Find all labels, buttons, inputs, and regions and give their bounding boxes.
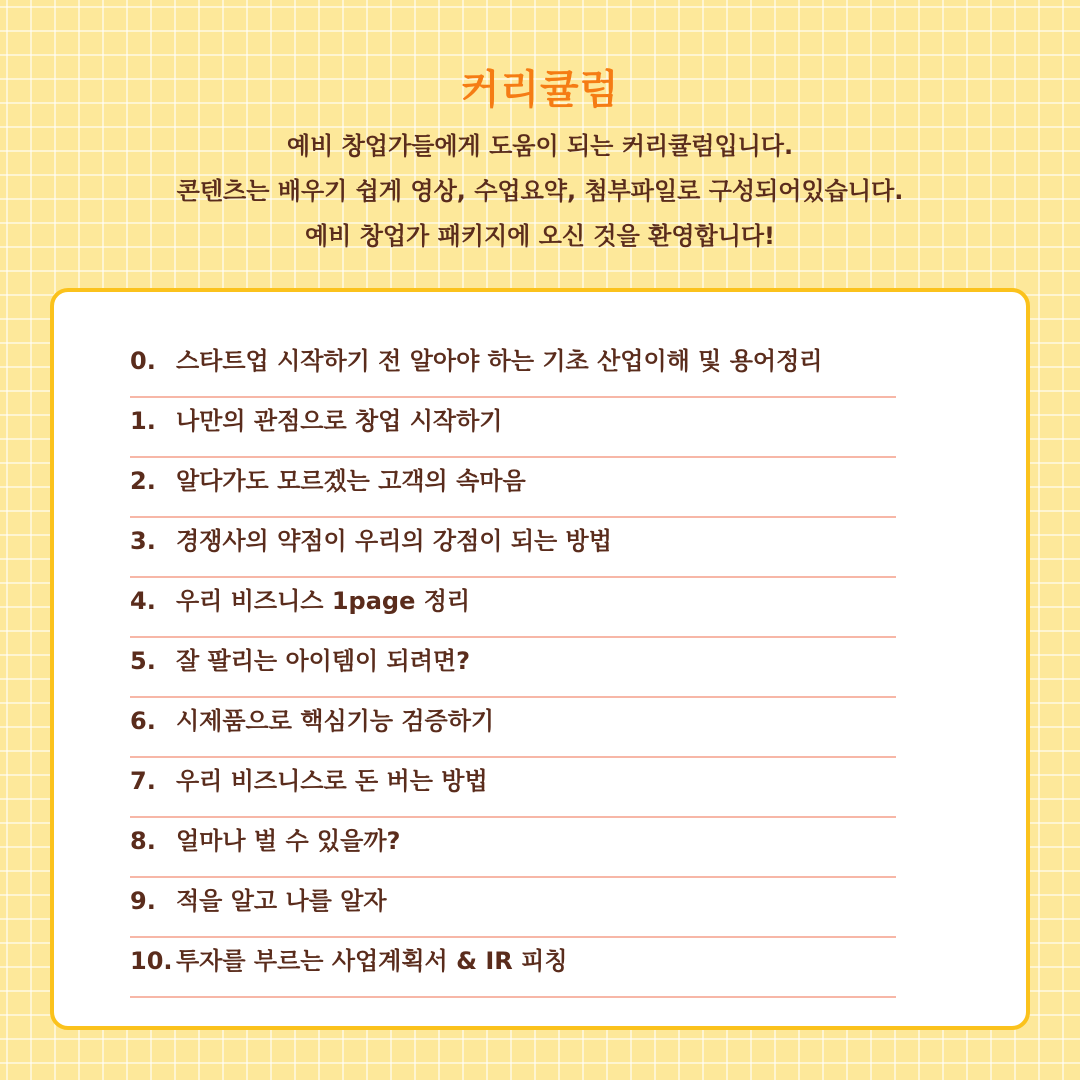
curriculum-item bbox=[130, 818, 896, 878]
item-number: 7. bbox=[130, 767, 156, 795]
curriculum-item bbox=[130, 698, 896, 758]
item-number: 6. bbox=[130, 707, 156, 735]
item-number: 5. bbox=[130, 647, 156, 675]
item-number: 0. bbox=[130, 347, 156, 375]
curriculum-item bbox=[130, 578, 896, 638]
item-number: 2. bbox=[130, 467, 156, 495]
item-number: 1. bbox=[130, 407, 156, 435]
item-number: 10. bbox=[130, 947, 173, 975]
item-title: 나만의 관점으로 창업 시작하기 bbox=[176, 407, 503, 435]
item-title: 시제품으로 핵심기능 검증하기 bbox=[176, 707, 495, 735]
page-title: 커리큘럼 bbox=[460, 67, 620, 113]
curriculum-item bbox=[130, 638, 896, 698]
curriculum-item bbox=[130, 758, 896, 818]
item-number: 8. bbox=[130, 827, 156, 855]
item-title: 경쟁사의 약점이 우리의 강점이 되는 방법 bbox=[176, 527, 612, 555]
item-title: 우리 비즈니스 1page 정리 bbox=[176, 587, 471, 615]
intro-line: 콘텐츠는 배우기 쉽게 영상, 수업요약, 첨부파일로 구성되어있습니다. bbox=[176, 177, 904, 205]
curriculum-item bbox=[130, 938, 896, 998]
curriculum-item bbox=[130, 398, 896, 458]
curriculum-item bbox=[130, 338, 896, 398]
curriculum-item bbox=[130, 458, 896, 518]
item-title: 우리 비즈니스로 돈 버는 방법 bbox=[176, 767, 488, 795]
curriculum-item bbox=[130, 518, 896, 578]
item-title: 잘 팔리는 아이템이 되려면? bbox=[176, 647, 471, 675]
item-title: 적을 알고 나를 알자 bbox=[176, 887, 387, 915]
item-title: 스타트업 시작하기 전 알아야 하는 기초 산업이해 및 용어정리 bbox=[176, 347, 823, 375]
curriculum-list bbox=[130, 338, 896, 998]
item-title: 얼마나 벌 수 있을까? bbox=[176, 827, 401, 855]
item-number: 3. bbox=[130, 527, 156, 555]
intro-line: 예비 창업가들에게 도움이 되는 커리큘럼입니다. bbox=[286, 132, 794, 160]
intro-line: 예비 창업가 패키지에 오신 것을 환영합니다! bbox=[304, 222, 776, 250]
item-number: 4. bbox=[130, 587, 156, 615]
curriculum-item bbox=[130, 878, 896, 938]
item-number: 9. bbox=[130, 887, 156, 915]
intro-text bbox=[0, 124, 1080, 259]
item-title: 투자를 부르는 사업계획서 & IR 피칭 bbox=[176, 947, 568, 975]
item-title: 알다가도 모르겠는 고객의 속마음 bbox=[176, 467, 526, 495]
